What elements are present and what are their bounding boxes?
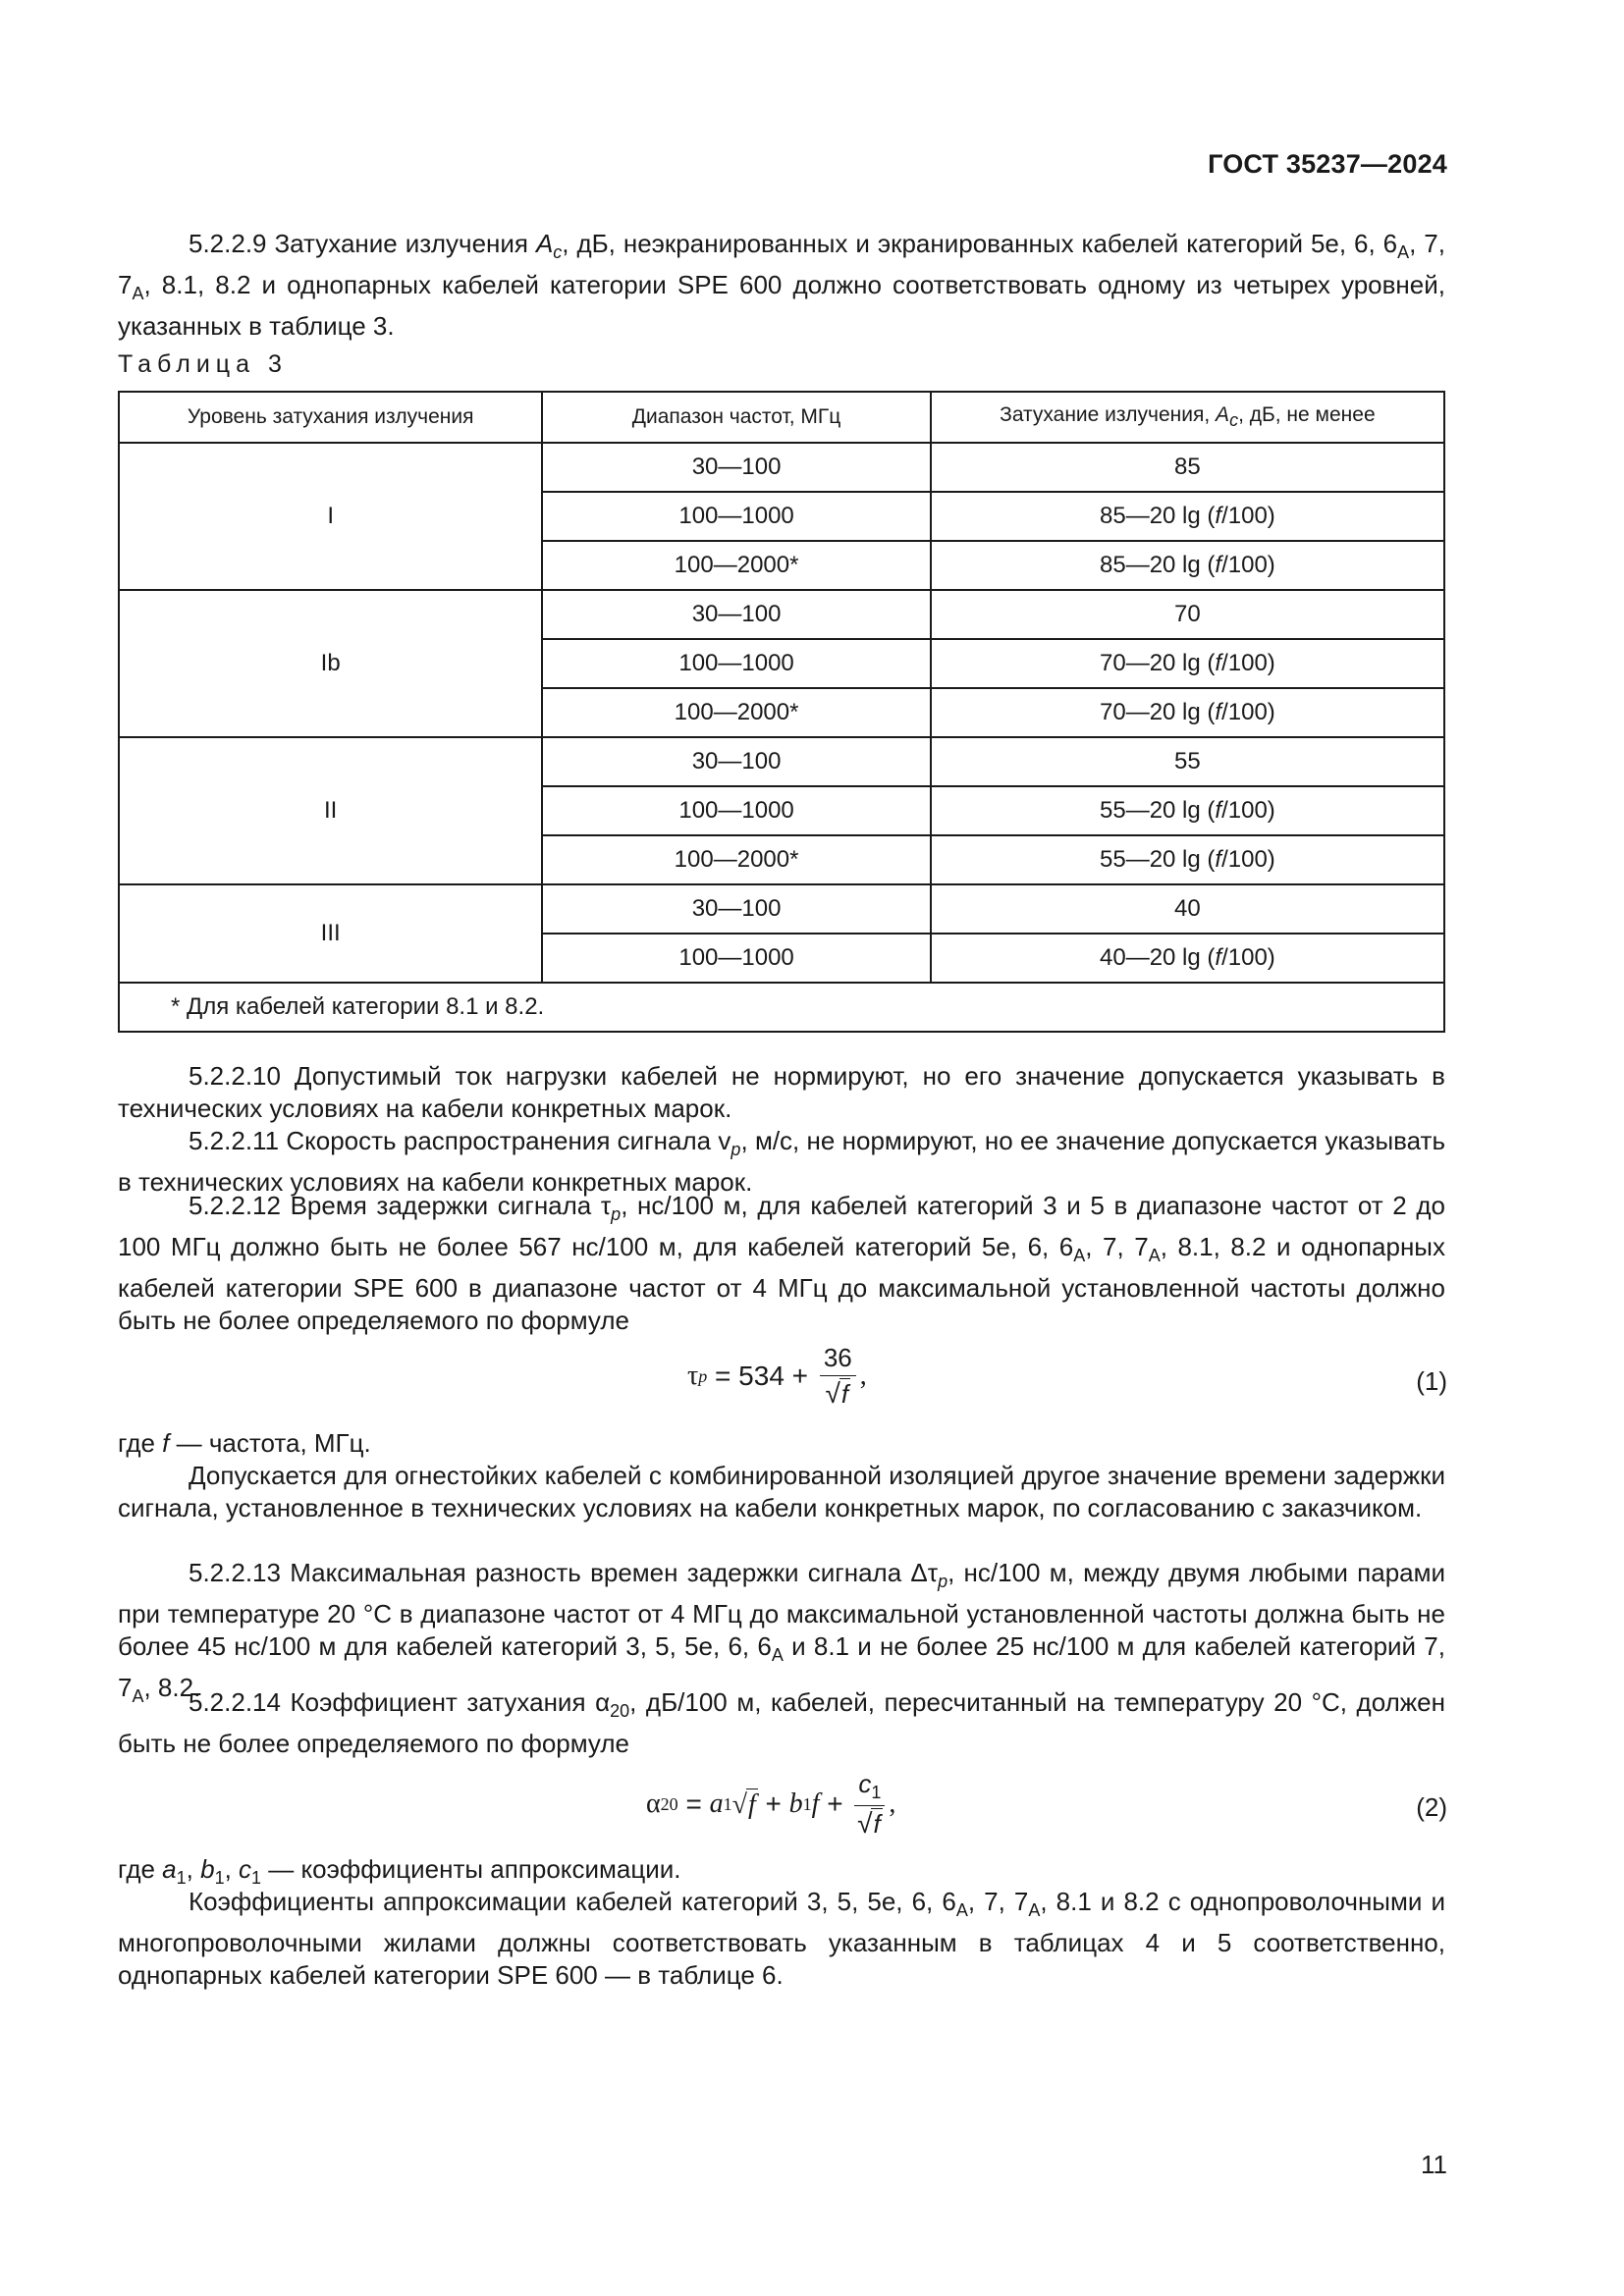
value-cell: 40—20 lg (f/100) (931, 934, 1444, 983)
table-row (119, 737, 1444, 786)
formula-1: τ p = 534 + 36 √ f , (687, 1343, 867, 1409)
value-cell: 85—20 lg (f/100) (931, 492, 1444, 541)
paragraph-5-2-2-12: 5.2.2.12 Время задержки сигнала $\tau_p$, нс/100 м, для кабелей категорий 3 и 5 в диапазоне частот от 2 до 100 МГц должно быть не более 567 нс/100 м, для кабелей категорий 5е, 6, $6_A$, 7, $7_A$, 8.1, 8.2 и однопарных кабелей категории SPE 600 в диапазоне частот от 4 МГц до максимальной установленной частоты должно быть не более определяемого по формуле (118, 1191, 1445, 1336)
document-header: ГОСТ 35237—2024 (1208, 149, 1447, 179)
freq-cell: 100—1000 (542, 934, 930, 983)
value-cell: 70—20 lg (f/100) (931, 639, 1444, 688)
freq-cell: 100—2000* (542, 688, 930, 737)
table-row (119, 590, 1444, 639)
equation-number-1: (1) (1416, 1366, 1447, 1396)
formula-2-fraction: $c_1$ √ f (854, 1769, 885, 1840)
equation-number-2: (2) (1416, 1792, 1447, 1822)
paragraph-fire-resistant: Допускается для огнестойких кабелей с комбинированной изоляцией другое значение времени задержки сигнала, установленное в технических условиях на кабели конкретных марок, по согласованию с заказчиком. (118, 1461, 1445, 1522)
page-number: 11 (1421, 2150, 1447, 2179)
freq-cell: 30—100 (542, 590, 930, 639)
level-cell: II (119, 737, 542, 884)
level-cell: I (119, 443, 542, 590)
freq-cell: 30—100 (542, 737, 930, 786)
paragraph-5-2-2-9: 5.2.2.9 Затухание излучения $A_c$, дБ, неэкранированных и экранированных кабелей категорий 5е, 6, $6_A$, 7, $7_A$, 8.1, 8.2 и однопарных кабелей категории SPE 600 должно соответствовать одному из четырех уровней, указанных в таблице 3. (118, 229, 1445, 342)
paragraph-5-2-2-14: 5.2.2.14 Коэффициент затухания $\alpha_{20}$, дБ/100 м, кабелей, пересчитанный на температуру 20 °С, должен быть не более определяемого по формуле (118, 1687, 1445, 1759)
paragraph-5-2-2-10: 5.2.2.10 Допустимый ток нагрузки кабелей не нормируют, но его значение допускается указывать в технических условиях на кабели конкретных марок. (118, 1061, 1445, 1123)
header-attenuation: Затухание излучения, $A_c$, дБ, не менее (931, 392, 1444, 443)
paragraph-where-coefficients: где $a_1$, $b_1$, $c_1$ — коэффициенты аппроксимации. (118, 1854, 681, 1889)
value-cell: 85 (931, 443, 1444, 492)
freq-cell: 30—100 (542, 884, 930, 934)
level-cell: III (119, 884, 542, 983)
value-cell: 55 (931, 737, 1444, 786)
freq-cell: 30—100 (542, 443, 930, 492)
formula-2: α 20 = a 1 √ f + b 1 f + $c_1$ √ f , (646, 1769, 896, 1840)
value-cell: 55—20 lg (f/100) (931, 786, 1444, 835)
paragraph-coefficients-tables: Коэффициенты аппроксимации кабелей категорий 3, 5, 5е, 6, $6_A$, 7, $7_A$, 8.1 и 8.2 с однопроволочными и многопроволочными жилами должны соответствовать указанным в таблицах 4 и 5 соответственно, однопарных кабелей категории SPE 600 — в таблице 6. (118, 1887, 1445, 1991)
freq-cell: 100—2000* (542, 541, 930, 590)
table-caption: Таблица 3 (118, 350, 288, 378)
freq-cell: 100—1000 (542, 492, 930, 541)
formula-1-fraction: 36 √ f (820, 1343, 856, 1410)
value-cell: 85—20 lg (f/100) (931, 541, 1444, 590)
header-frequency: Диапазон частот, МГц (542, 392, 930, 443)
value-cell: 70—20 lg (f/100) (931, 688, 1444, 737)
header-level: Уровень затухания излучения (119, 392, 542, 443)
table-row (119, 884, 1444, 934)
paragraph-5-2-2-11: 5.2.2.11 Скорость распространения сигнала $v_p$, м/с, не нормируют, но ее значение допускается указывать в технических условиях на кабели конкретных марок. (118, 1126, 1445, 1198)
value-cell: 40 (931, 884, 1444, 934)
freq-cell: 100—2000* (542, 835, 930, 884)
level-cell: Ib (119, 590, 542, 737)
table-footnote: * Для кабелей категории 8.1 и 8.2. (119, 983, 1444, 1032)
freq-cell: 100—1000 (542, 639, 930, 688)
table-row (119, 443, 1444, 492)
paragraph-5-2-2-13: 5.2.2.13 Максимальная разность времен задержки сигнала $\Delta\tau_p$, нс/100 м, между двумя любыми парами при температуре 20 °С в диапазоне частот от 4 МГц до максимальной установленной частоты должна быть не более 45 нс/100 м для кабелей категорий 3, 5, 5е, 6, $6_A$ и 8.1 и не более 25 нс/100 м для кабелей категорий 7, $7_A$, 8.2. (118, 1558, 1446, 1707)
table-header-row (119, 392, 1444, 443)
paragraph-where-f: где f — частота, МГц. (118, 1428, 371, 1458)
value-cell: 55—20 lg (f/100) (931, 835, 1444, 884)
freq-cell: 100—1000 (542, 786, 930, 835)
value-cell: 70 (931, 590, 1444, 639)
table-3 (118, 391, 1445, 1033)
table-footnote-row (119, 983, 1444, 1032)
